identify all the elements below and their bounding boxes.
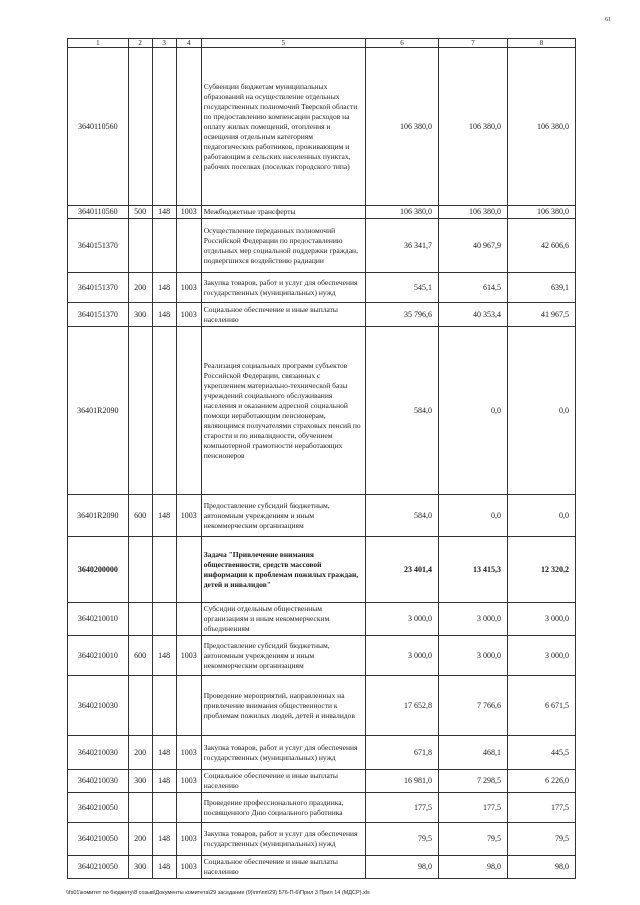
cell-section: 1003 [176,495,201,537]
column-header: 6 [365,39,438,48]
cell-value-2: 0,0 [439,495,508,537]
cell-value-1: 36 341,7 [365,219,438,273]
cell-section: 1003 [176,770,201,793]
cell-value-2: 40 353,4 [439,303,508,327]
page-number: 61 [605,17,611,23]
cell-org: 148 [152,303,176,327]
cell-value-3: 41 967,5 [508,303,576,327]
cell-value-2: 40 967,9 [439,219,508,273]
cell-section: 1003 [176,736,201,770]
table-row [68,793,576,823]
cell-org: 148 [152,495,176,537]
table-row [68,219,576,273]
cell-kind: 200 [128,273,152,303]
cell-kind: 300 [128,856,152,879]
cell-org [152,537,176,603]
table-row [68,495,576,537]
cell-value-2: 614,5 [439,273,508,303]
cell-code: 3640210010 [68,603,129,636]
cell-value-1: 17 652,8 [365,676,438,736]
cell-section [176,219,201,273]
cell-description: Предоставление субсидий бюджетным, автономным учреждениям и иным некоммерческим организациям [201,495,365,537]
cell-kind [128,219,152,273]
cell-org: 148 [152,770,176,793]
cell-value-1: 671,8 [365,736,438,770]
cell-value-3: 6 226,0 [508,770,576,793]
cell-code: 3640210050 [68,856,129,879]
column-header: 5 [201,39,365,48]
cell-kind [128,676,152,736]
table-row [68,856,576,879]
cell-value-3: 3 000,0 [508,636,576,676]
cell-org [152,48,176,206]
cell-kind: 500 [128,206,152,219]
cell-org [152,793,176,823]
table-row [68,676,576,736]
cell-value-2: 7 766,6 [439,676,508,736]
cell-kind: 300 [128,770,152,793]
cell-value-1: 16 981,0 [365,770,438,793]
table-row [68,736,576,770]
cell-section [176,327,201,495]
cell-section: 1003 [176,206,201,219]
cell-value-2: 0,0 [439,327,508,495]
cell-description: Предоставление субсидий бюджетным, автономным учреждениям и иным некоммерческим организациям [201,636,365,676]
cell-value-3: 42 606,6 [508,219,576,273]
cell-value-1: 545,1 [365,273,438,303]
cell-org: 148 [152,823,176,856]
cell-code: 3640210030 [68,676,129,736]
cell-section [176,793,201,823]
cell-value-1: 584,0 [365,495,438,537]
column-header: 7 [439,39,508,48]
cell-value-2: 3 000,0 [439,636,508,676]
cell-org: 148 [152,273,176,303]
cell-kind: 200 [128,823,152,856]
column-header: 2 [128,39,152,48]
cell-value-3: 0,0 [508,327,576,495]
cell-code: 3640200000 [68,537,129,603]
cell-value-3: 445,5 [508,736,576,770]
cell-value-2: 3 000,0 [439,603,508,636]
cell-value-1: 106 380,0 [365,206,438,219]
cell-value-3: 98,0 [508,856,576,879]
cell-org [152,327,176,495]
cell-value-3: 106 380,0 [508,48,576,206]
column-header: 4 [176,39,201,48]
cell-code: 3640151370 [68,219,129,273]
cell-org: 148 [152,636,176,676]
cell-code: 3640210030 [68,770,129,793]
file-path-footer: \\fs01\комитет по бюджету\8 созыв\Документы комитета\29 заседание (9)\пп\пп\29) 576-П-6\Прил 3 Прил 14 (МДСР).xls [66,890,370,896]
cell-description: Проведение мероприятий, направленных на привлечение внимания общественности к проблемам пожилых людей, детей и инвалидов [201,676,365,736]
cell-section: 1003 [176,303,201,327]
cell-description: Задача "Привлечение внимания общественности, средств массовой информации к проблемам пожилых граждан, детей и инвалидов" [201,537,365,603]
table-row [68,327,576,495]
cell-section: 1003 [176,636,201,676]
cell-value-2: 7 298,5 [439,770,508,793]
cell-description: Закупка товаров, работ и услуг для обеспечения государственных (муниципальных) нужд [201,736,365,770]
cell-description: Закупка товаров, работ и услуг для обеспечения государственных (муниципальных) нужд [201,823,365,856]
cell-section: 1003 [176,823,201,856]
cell-description: Межбюджетные трансферты [201,206,365,219]
cell-value-2: 106 380,0 [439,48,508,206]
cell-value-2: 79,5 [439,823,508,856]
cell-description: Субсидии отдельным общественным организациям и иным некоммерческим объединениям [201,603,365,636]
cell-value-2: 98,0 [439,856,508,879]
cell-value-2: 468,1 [439,736,508,770]
table-row [68,303,576,327]
cell-section [176,537,201,603]
cell-description: Реализация социальных программ субъектов Российской Федерации, связанных с укреплением материально-технической базы учреждений социального обслуживания населения и оказанием адресной социальной помощи неработающим пенсионерам, являющимся получателями страховых пенсий по старости и по инвалидности, обучением компьютерной грамотности неработающих пенсионеров [201,327,365,495]
cell-code: 36401R2090 [68,495,129,537]
cell-section: 1003 [176,273,201,303]
table-row [68,537,576,603]
cell-code: 3640210010 [68,636,129,676]
cell-value-1: 584,0 [365,327,438,495]
cell-org [152,219,176,273]
column-header: 8 [508,39,576,48]
cell-value-3: 639,1 [508,273,576,303]
cell-code: 3640210050 [68,823,129,856]
cell-kind [128,537,152,603]
table-row [68,273,576,303]
cell-description: Социальное обеспечение и иные выплаты населению [201,303,365,327]
cell-value-2: 177,5 [439,793,508,823]
cell-value-2: 13 415,3 [439,537,508,603]
column-header-row [68,39,576,48]
cell-value-3: 0,0 [508,495,576,537]
cell-section: 1003 [176,856,201,879]
cell-description: Субвенции бюджетам муниципальных образований на осуществление отдельных государственных полномочий Тверской области по предоставлению компенсации расходов на оплату жилых помещений, отопления и освещения отдельным категориям педагогических работников, проживающим и работающим в сельских населенных пунктах, рабочих поселках (поселках городского типа) [201,48,365,206]
table-row [68,48,576,206]
cell-kind: 200 [128,736,152,770]
cell-value-1: 98,0 [365,856,438,879]
cell-code: 3640151370 [68,303,129,327]
cell-description: Закупка товаров, работ и услуг для обеспечения государственных (муниципальных) нужд [201,273,365,303]
cell-section [176,603,201,636]
cell-code: 3640110560 [68,48,129,206]
cell-value-3: 79,5 [508,823,576,856]
cell-value-3: 6 671,5 [508,676,576,736]
cell-value-1: 177,5 [365,793,438,823]
cell-value-3: 177,5 [508,793,576,823]
cell-code: 36401R2090 [68,327,129,495]
cell-description: Проведение профессионального праздника, посвященного Дню социального работника [201,793,365,823]
cell-kind: 600 [128,495,152,537]
cell-org: 148 [152,856,176,879]
cell-description: Социальное обеспечение и иные выплаты населению [201,770,365,793]
cell-value-1: 3 000,0 [365,636,438,676]
cell-description: Социальное обеспечение и иные выплаты населению [201,856,365,879]
cell-value-3: 106 380,0 [508,206,576,219]
cell-org: 148 [152,736,176,770]
cell-org [152,676,176,736]
cell-kind [128,327,152,495]
cell-value-2: 106 380,0 [439,206,508,219]
table-row [68,206,576,219]
table-row [68,770,576,793]
budget-table [67,38,576,879]
cell-section [176,676,201,736]
cell-value-3: 3 000,0 [508,603,576,636]
cell-org: 148 [152,206,176,219]
table-row [68,603,576,636]
cell-value-3: 12 320,2 [508,537,576,603]
cell-value-1: 79,5 [365,823,438,856]
cell-section [176,48,201,206]
cell-value-1: 106 380,0 [365,48,438,206]
table-row [68,823,576,856]
cell-kind: 300 [128,303,152,327]
column-header: 1 [68,39,129,48]
table-row [68,636,576,676]
cell-code: 3640210050 [68,793,129,823]
cell-code: 3640110560 [68,206,129,219]
cell-kind [128,603,152,636]
cell-kind [128,48,152,206]
cell-code: 3640151370 [68,273,129,303]
column-header: 3 [152,39,176,48]
cell-description: Осуществление переданных полномочий Российской Федерации по предоставлению отдельных мер социальной поддержки граждан, подвергшихся воздействию радиации [201,219,365,273]
cell-org [152,603,176,636]
cell-value-1: 35 796,6 [365,303,438,327]
cell-code: 3640210030 [68,736,129,770]
cell-value-1: 3 000,0 [365,603,438,636]
cell-kind [128,793,152,823]
cell-kind: 600 [128,636,152,676]
cell-value-1: 23 401,4 [365,537,438,603]
